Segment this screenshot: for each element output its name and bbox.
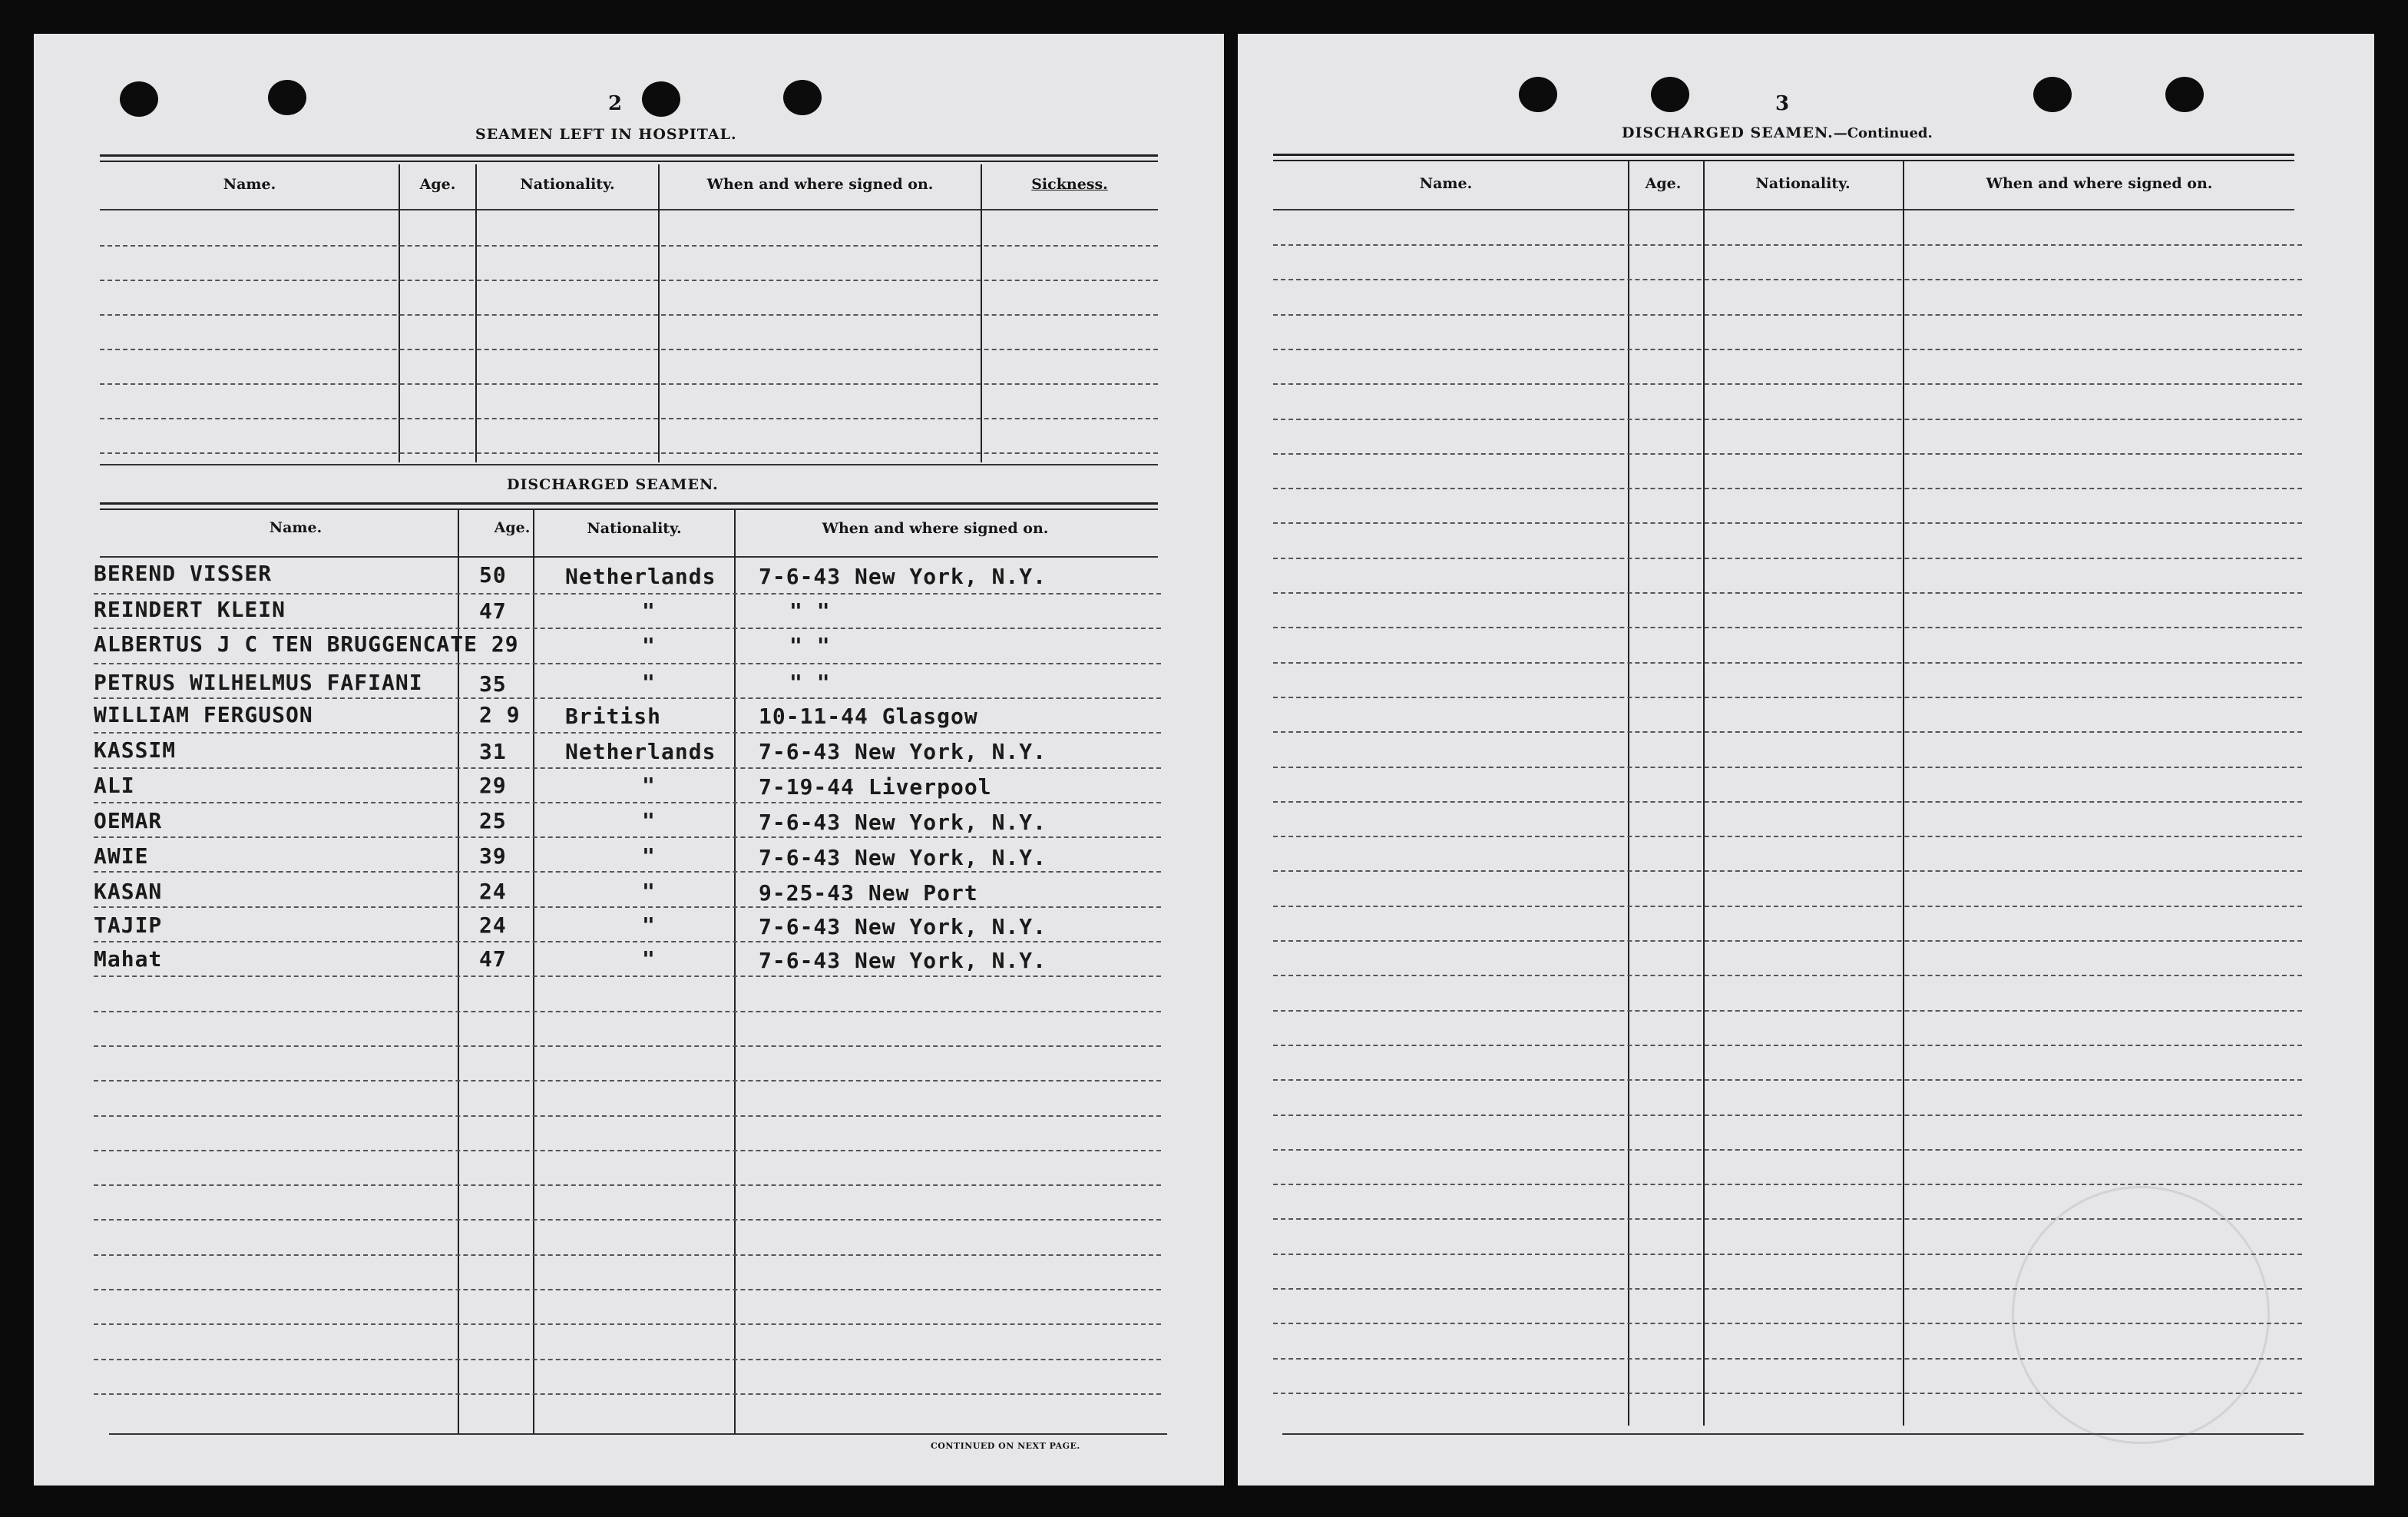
- seaman-signed-on: 9-25-43 New Port: [759, 880, 978, 906]
- row-line: [94, 1323, 1161, 1325]
- row-line: [1273, 1115, 2302, 1116]
- seaman-age: 39: [479, 843, 507, 869]
- row-line: [1273, 940, 2302, 942]
- row-line: [100, 383, 1158, 385]
- row-line: [1273, 836, 2302, 837]
- col-header-signed-on: When and where signed on.: [706, 176, 934, 193]
- left-page: [34, 34, 1224, 1486]
- seaman-age: 47: [479, 598, 507, 624]
- col-header-signed-on: When and where signed on.: [1986, 175, 2213, 192]
- seaman-nationality: ": [642, 808, 656, 833]
- seaman-nationality: ": [642, 773, 656, 798]
- table-top-rule: [1273, 154, 2294, 161]
- page-number: 3: [1775, 92, 1790, 115]
- column-divider: [734, 510, 736, 1433]
- row-line: [94, 1289, 1161, 1290]
- row-line: [1273, 558, 2302, 559]
- row-line: [94, 732, 1161, 734]
- row-line: [100, 314, 1158, 316]
- row-line: [1273, 870, 2302, 872]
- seaman-age: 47: [479, 946, 507, 972]
- column-divider: [533, 510, 534, 1433]
- row-line: [94, 1219, 1161, 1221]
- page-number: 2: [608, 92, 623, 115]
- seaman-nationality: Netherlands: [565, 564, 716, 589]
- row-line: [1273, 975, 2302, 976]
- seaman-signed-on: 7-6-43 New York, N.Y.: [759, 564, 1047, 589]
- row-line: [1273, 244, 2302, 246]
- row-line: [1273, 522, 2302, 524]
- col-header-age: Age.: [494, 519, 531, 536]
- row-line: [94, 628, 1161, 629]
- seaman-signed-on: 7-6-43 New York, N.Y.: [759, 739, 1047, 764]
- row-line: [1273, 279, 2302, 280]
- col-header-signed-on: When and where signed on.: [822, 520, 1049, 537]
- col-header-age: Age.: [1645, 175, 1682, 192]
- seaman-name: REINDERT KLEIN: [94, 597, 286, 622]
- right-page: [1238, 34, 2374, 1486]
- seaman-nationality: ": [642, 670, 656, 695]
- table-top-rule: [100, 502, 1158, 510]
- col-header-name: Name.: [1419, 175, 1473, 192]
- title-main: DISCHARGED SEAMEN.: [1622, 124, 1834, 141]
- title-suffix: —Continued.: [1833, 125, 1933, 141]
- seaman-nationality: Netherlands: [565, 739, 716, 764]
- seaman-nationality: ": [642, 879, 656, 904]
- seaman-nationality: ": [642, 633, 656, 658]
- seaman-nationality: ": [642, 843, 656, 869]
- row-line: [94, 1184, 1161, 1186]
- row-line: [94, 802, 1161, 803]
- row-line: [94, 975, 1161, 977]
- row-line: [94, 1150, 1161, 1151]
- col-header-age: Age.: [419, 176, 456, 193]
- seaman-signed-on: " ": [789, 598, 831, 624]
- row-line: [1273, 314, 2302, 316]
- seaman-name: BEREND VISSER: [94, 561, 273, 586]
- punch-hole: [1519, 77, 1557, 112]
- continued-note: CONTINUED ON NEXT PAGE.: [931, 1441, 1080, 1451]
- punch-hole: [1651, 77, 1689, 112]
- row-line: [1273, 592, 2302, 594]
- seaman-name: TAJIP: [94, 913, 163, 938]
- seaman-name: ALBERTUS J C TEN BRUGGENCATE 29: [94, 631, 519, 657]
- table-bottom-rule: [109, 1433, 1167, 1435]
- row-line: [1273, 767, 2302, 768]
- row-line: [94, 663, 1161, 664]
- punch-hole: [2033, 77, 2072, 112]
- row-line: [100, 349, 1158, 350]
- row-line: [1273, 453, 2302, 455]
- seaman-age: 2 9: [479, 702, 521, 727]
- row-line: [100, 280, 1158, 281]
- punch-hole: [642, 81, 680, 117]
- seaman-age: 29: [479, 773, 507, 798]
- column-divider: [1703, 161, 1705, 1426]
- col-header-nationality: Nationality.: [1755, 175, 1851, 192]
- row-line: [1273, 906, 2302, 907]
- row-line: [1273, 1079, 2302, 1081]
- row-line: [1273, 697, 2302, 698]
- seaman-name: PETRUS WILHELMUS FAFIANI: [94, 670, 423, 695]
- seaman-name: AWIE: [94, 843, 149, 869]
- seaman-name: Mahat: [94, 946, 163, 972]
- table-bottom-rule: [100, 464, 1158, 465]
- column-divider: [1628, 161, 1629, 1426]
- punch-hole: [120, 81, 158, 117]
- seaman-signed-on: " ": [789, 633, 831, 658]
- seaman-signed-on: 10-11-44 Glasgow: [759, 704, 978, 729]
- row-line: [94, 1359, 1161, 1360]
- row-line: [94, 697, 1161, 699]
- row-line: [100, 245, 1158, 247]
- row-line: [1273, 419, 2302, 420]
- row-line: [1273, 349, 2302, 350]
- row-line: [1273, 627, 2302, 628]
- seaman-age: 24: [479, 913, 507, 938]
- faint-stamp: [2012, 1186, 2270, 1444]
- row-line: [1273, 1045, 2302, 1046]
- row-line: [94, 1115, 1161, 1117]
- discharged-continued-title: [1622, 124, 1933, 141]
- row-line: [94, 1045, 1161, 1047]
- seaman-signed-on: 7-6-43 New York, N.Y.: [759, 914, 1047, 939]
- row-line: [1273, 801, 2302, 803]
- punch-hole: [2165, 77, 2204, 112]
- col-header-name: Name.: [269, 519, 322, 536]
- seaman-signed-on: 7-6-43 New York, N.Y.: [759, 810, 1047, 835]
- seaman-nationality: ": [642, 598, 656, 624]
- row-line: [1273, 1010, 2302, 1012]
- row-line: [1273, 1184, 2302, 1185]
- seaman-age: 50: [479, 562, 507, 588]
- row-line: [94, 767, 1161, 769]
- header-rule: [100, 209, 1158, 210]
- seaman-signed-on: 7-19-44 Liverpool: [759, 774, 992, 800]
- seaman-name: OEMAR: [94, 808, 163, 833]
- row-line: [94, 593, 1161, 595]
- col-header-nationality: Nationality.: [587, 520, 682, 537]
- seaman-signed-on: 7-6-43 New York, N.Y.: [759, 948, 1047, 973]
- row-line: [94, 836, 1161, 838]
- seaman-name: WILLIAM FERGUSON: [94, 702, 313, 727]
- seaman-age: 24: [479, 879, 507, 904]
- row-line: [1273, 731, 2302, 733]
- row-line: [94, 1393, 1161, 1395]
- punch-hole: [268, 80, 306, 115]
- seaman-age: 31: [479, 739, 507, 764]
- hospital-section-title: SEAMEN LEFT IN HOSPITAL.: [475, 126, 737, 143]
- seaman-signed-on: " ": [789, 670, 831, 695]
- seaman-name: ALI: [94, 773, 135, 798]
- seaman-nationality: ": [642, 946, 656, 972]
- seaman-signed-on: 7-6-43 New York, N.Y.: [759, 845, 1047, 870]
- seaman-name: KASSIM: [94, 737, 177, 763]
- row-line: [100, 418, 1158, 419]
- row-line: [94, 1254, 1161, 1256]
- header-rule: [100, 556, 1158, 558]
- column-divider: [1903, 161, 1904, 1426]
- row-line: [94, 1011, 1161, 1012]
- seaman-nationality: ": [642, 913, 656, 938]
- seaman-nationality: British: [565, 704, 662, 729]
- row-line: [94, 906, 1161, 908]
- row-line: [94, 941, 1161, 942]
- row-line: [1273, 383, 2302, 385]
- table-top-rule: [100, 154, 1158, 162]
- punch-hole: [783, 80, 822, 115]
- col-header-nationality: Nationality.: [520, 176, 615, 193]
- discharged-section-title: DISCHARGED SEAMEN.: [507, 476, 719, 493]
- row-line: [94, 871, 1161, 873]
- seaman-name: KASAN: [94, 879, 163, 904]
- row-line: [100, 452, 1158, 454]
- row-line: [1273, 1149, 2302, 1151]
- seaman-age: 25: [479, 808, 507, 833]
- seaman-age: 35: [479, 671, 507, 697]
- col-header-sickness: Sickness.: [1031, 176, 1108, 193]
- row-line: [1273, 488, 2302, 489]
- col-header-name: Name.: [223, 176, 276, 193]
- row-line: [1273, 662, 2302, 664]
- header-rule: [1273, 209, 2294, 210]
- row-line: [94, 1080, 1161, 1081]
